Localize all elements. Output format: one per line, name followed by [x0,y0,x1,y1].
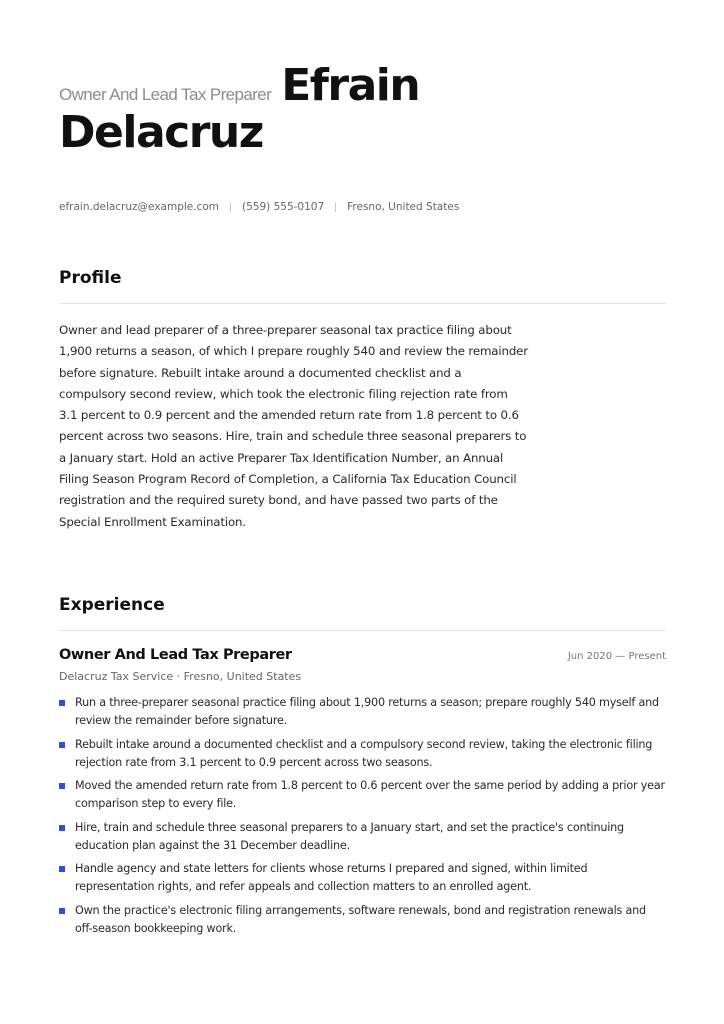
job-bullet [59,860,666,896]
job-header [59,647,666,663]
job-dates: Jun 2020 — Present [567,651,666,662]
last-name: Delacruz [59,107,263,158]
job-bullet-text: Handle agency and state letters for clients whose returns I prepared and signed, within limited representation rights, and refer appeals and collection matters to an enrolled agent. [75,862,588,894]
profile-divider [59,303,666,304]
job-role: Owner And Lead Tax Preparer [59,647,292,663]
bullet-square-icon [59,825,65,831]
job-bullet [59,777,666,813]
bullet-square-icon [59,908,65,914]
contact-separator [230,203,231,212]
header-job-title: Owner And Lead Tax Preparer [59,85,272,104]
name-line [59,58,659,114]
contact-line [59,201,459,213]
profile-text: Owner and lead preparer of a three-preparer seasonal tax practice filing about 1,900 returns a season, of which I prepare roughly 540 and review the remainder before signature. Rebuilt intake around a documented checklist and a compulsory second review, which took the electronic filing rejection rate from 3.1 percent to 0.9 percent and the amended return rate from 1.8 percent to 0.6 percent across two seasons. Hire, train and schedule three seasonal preparers to a January start. Hold an active Preparer Tax Identification Number, an Annual Filing Season Program Record of Completion, a California Tax Education Council registration and the required surety bond, and have passed two parts of the Special Enrollment Examination. [59,323,528,529]
contact-email[interactable]: efrain.delacruz@example.com [59,201,220,213]
bullet-square-icon [59,866,65,872]
job-company: Delacruz Tax Service · Fresno, United States [59,670,302,683]
job-bullet-text: Moved the amended return rate from 1.8 percent to 0.6 percent over the same period by adding a prior year comparison step to every file. [75,779,665,811]
bullet-square-icon [59,742,65,748]
job-bullet-list [59,694,666,944]
job-bullet [59,902,666,938]
first-name: Efrain [281,60,420,111]
job-bullet [59,819,666,855]
bullet-square-icon [59,700,65,706]
contact-phone[interactable]: (559) 555-0107 [242,201,325,213]
job-bullet-text: Rebuilt intake around a documented checklist and a compulsory second review, taking the electronic filing rejection rate from 3.1 percent to 0.9 percent across two seasons. [75,737,653,769]
experience-section-title: Experience [59,595,165,615]
job-bullet [59,694,666,730]
job-bullet-text: Hire, train and schedule three seasonal preparers to a January start, and set the practice's continuing education plan against the 31 December deadline. [75,820,624,852]
job-bullet-text: Own the practice's electronic filing arrangements, software renewals, bond and registration renewals and off-season bookkeeping work. [75,903,646,935]
contact-separator [335,203,336,212]
job-bullet-text: Run a three-preparer seasonal practice filing about 1,900 returns a season; prepare roughly 540 myself and review the remainder before signature. [75,696,659,727]
experience-divider [59,630,666,631]
resume-header [59,58,659,158]
profile-section-title: Profile [59,268,122,288]
job-bullet [59,736,666,772]
bullet-square-icon [59,783,65,789]
contact-location: Fresno, United States [347,201,460,213]
